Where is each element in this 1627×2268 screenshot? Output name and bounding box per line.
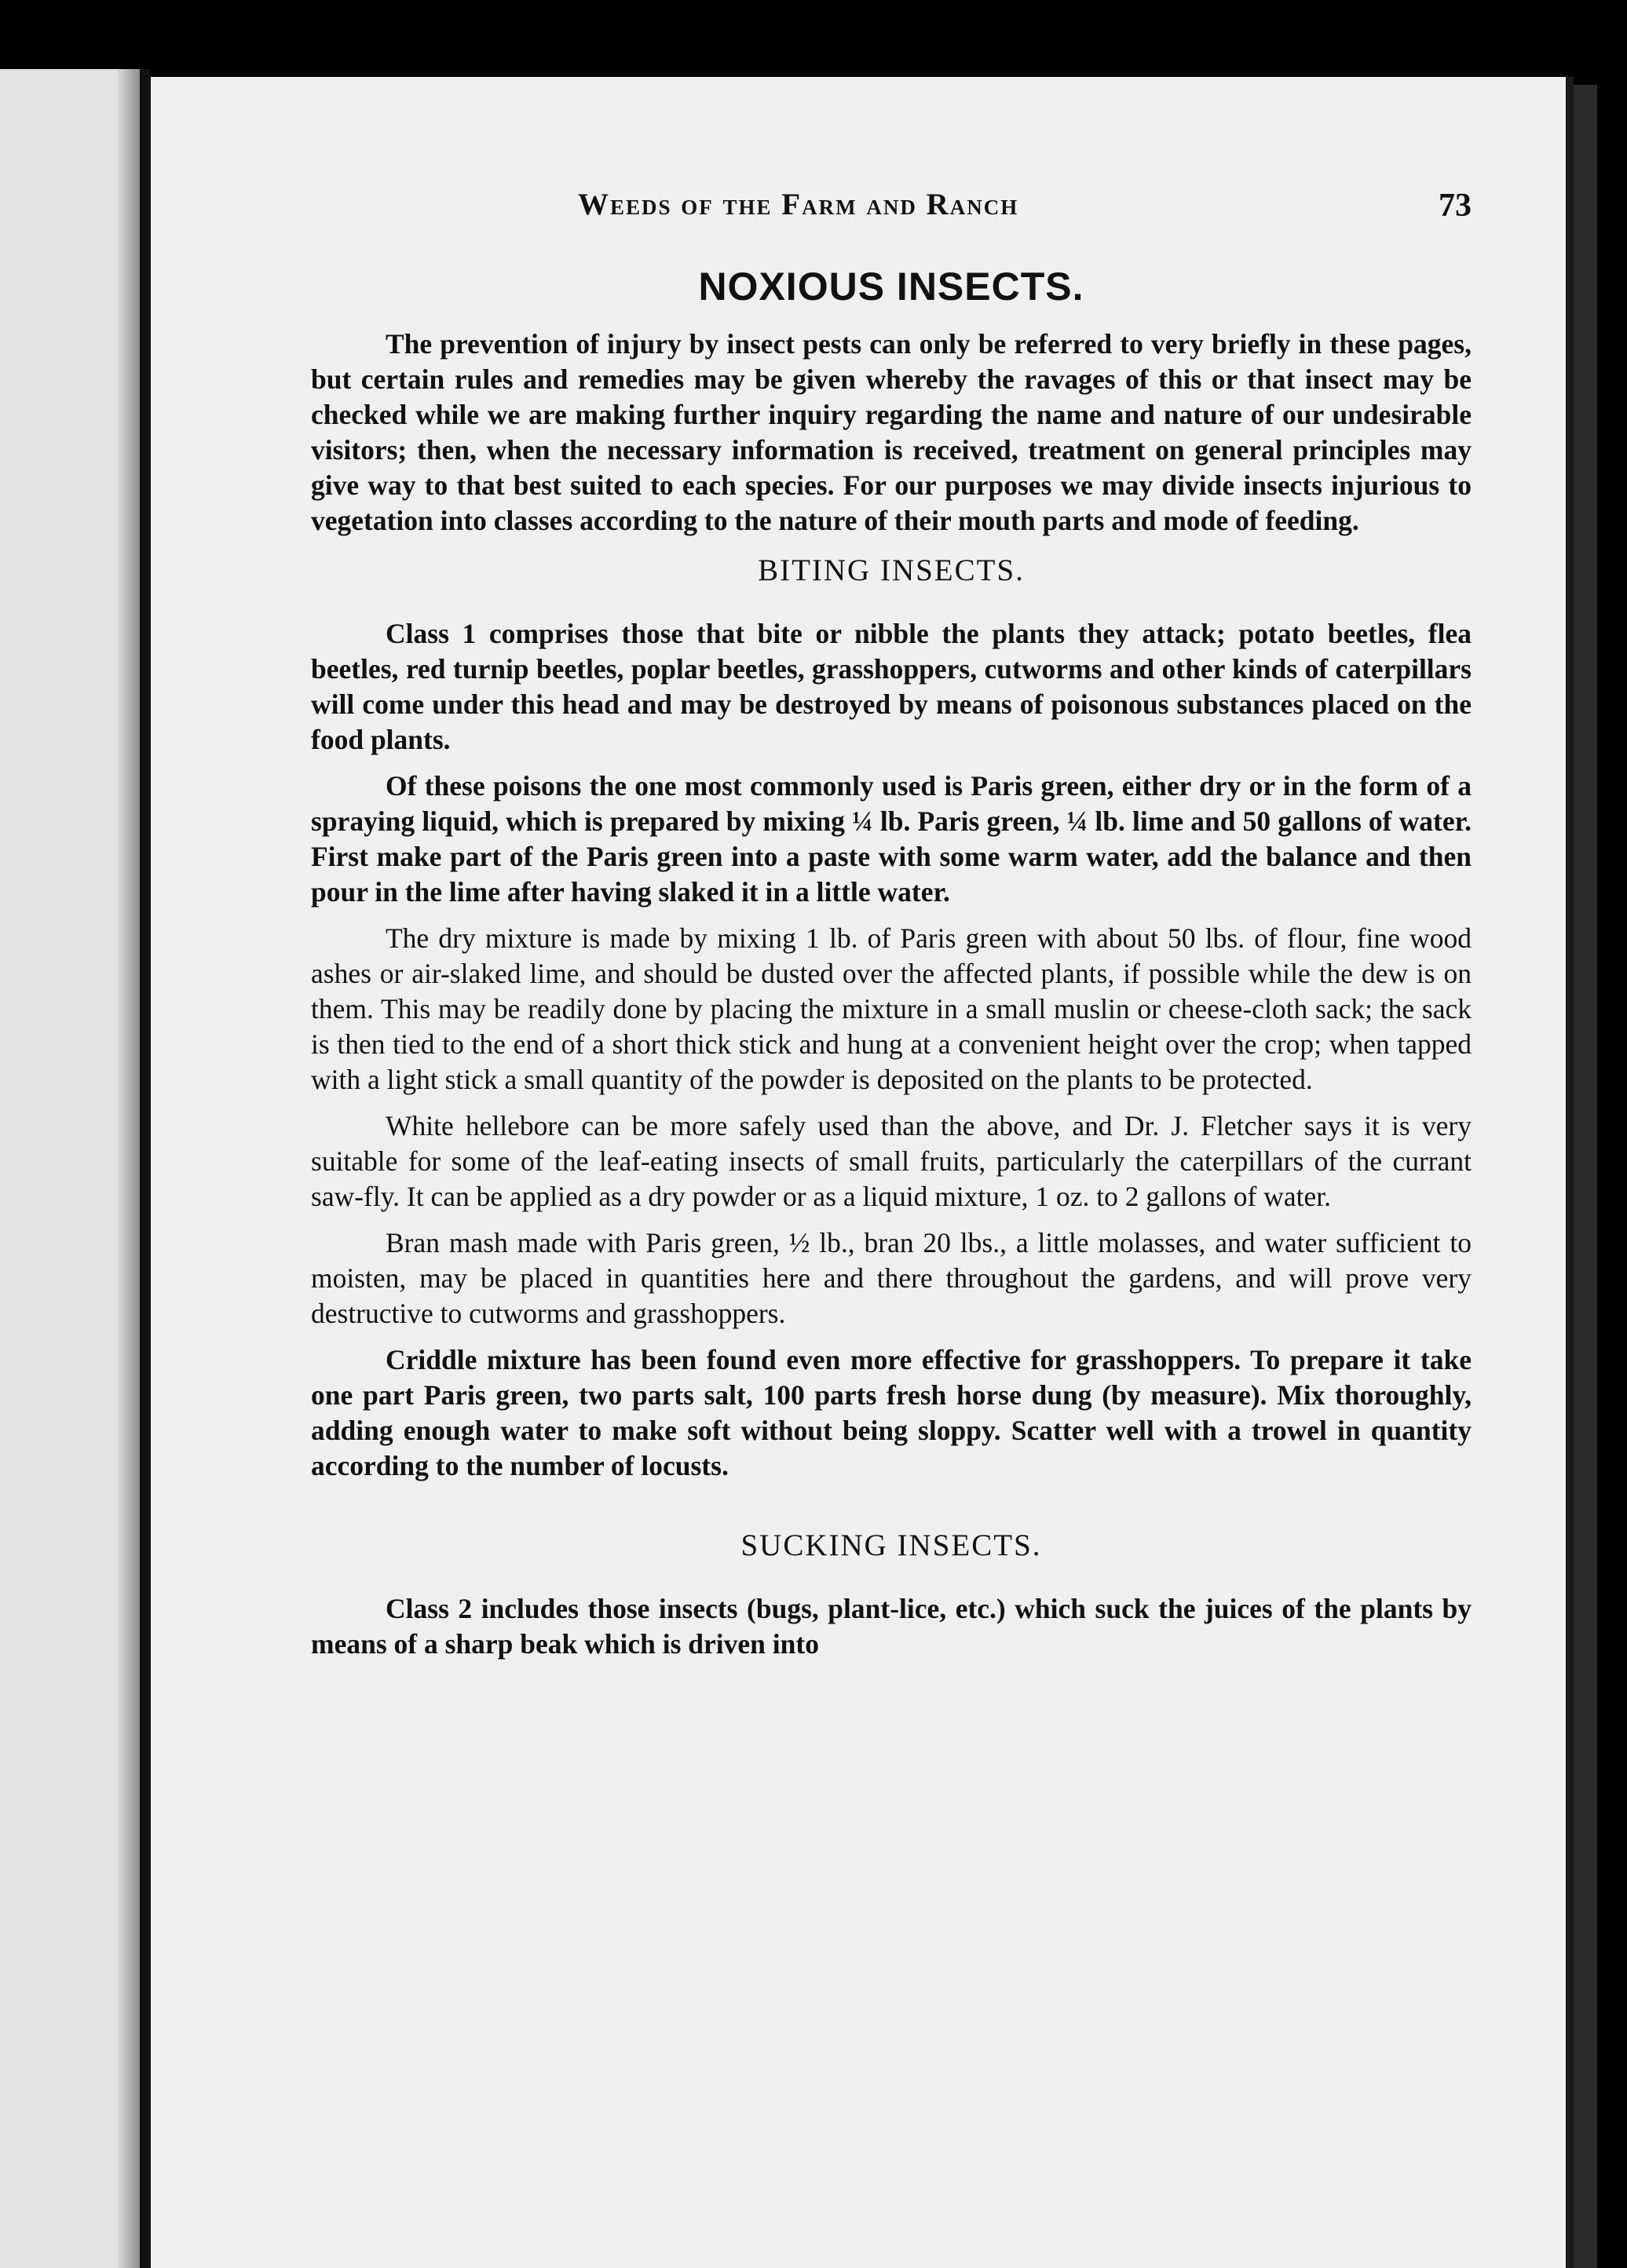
intro-paragraph: The prevention of injury by insect pests can only be referred to very briefly in these pages, but certain rules and remedies may be given whereby the ravages of this or that insect may be checked while we are making further inquiry regarding the name and nature of our undesirable visitors; then, when the necessary information is received, treatment on general principles may give way to that best suited to each species. For our purposes we may divide insects injurious to vegetation into classes according to the nature of their mouth parts and mode of feeding. [311,328,1472,536]
biting-paragraph-2: Of these poisons the one most commonly used is Paris green, either dry or in the form of a spraying liquid, which is prepared by mixing ¼ lb. Paris green, ¼ lb. lime and 50 gallons of water. First make part of the Paris green into a paste with some warm water, add the balance and then pour in the lime after having slaked it in a little water. [311,770,1472,908]
biting-paragraph-1: Class 1 comprises those that bite or nibble the plants they attack; potato beetles, flea beetles, red turnip beetles, poplar beetles, grasshoppers, cutworms and other kinds of caterpillars will come under this head and may be destroyed by means of poisonous substances placed on the food plants. [311,618,1472,755]
biting-paragraph-4: White hellebore can be more safely used than the above, and Dr. J. Fletcher says it is very suitable for some of the leaf-eating insects of small fruits, particularly the caterpillars of the currant saw-fly. It can be applied as a dry powder or as a liquid mixture, 1 oz. to 2 gallons of water. [311,1110,1472,1212]
biting-paragraph-5: Bran mash made with Paris green, ½ lb., bran 20 lbs., a little molasses, and water sufficient to moisten, may be placed in quantities here and there throughout the gardens, and will prove very destructive to cutworms and grasshoppers. [311,1227,1472,1329]
biting-paragraph-3: The dry mixture is made by mixing 1 lb. of Paris green with about 50 lbs. of flour, fine wood ashes or air-slaked lime, and should be dusted over the affected plants, if possible while the dew is on them. This may be readily done by placing the mixture in a small muslin or cheese-cloth sack; the sack is then tied to the end of a short thick stick and hung at a convenient height over the crop; when tapped with a light stick a small quantity of the powder is deposited on the plants to be protected. [311,922,1472,1095]
sucking-insects-heading: SUCKING INSECTS. [740,1528,1042,1562]
page-number: 73 [1439,188,1472,224]
biting-paragraph-6: Criddle mixture has been found even more effective for grasshoppers. To prepare it take one part Paris green, two parts salt, 100 parts fresh horse dung (by measure). Mix thoroughly, adding enough water to make soft without being sloppy. Scatter well with a trowel in quantity according to the number of locusts. [311,1344,1472,1481]
running-head-title: Weeds of the Farm and Ranch [578,188,1019,221]
page-title: NOXIOUS INSECTS. [698,265,1084,309]
running-head [311,187,1472,234]
book-page [151,77,1566,2268]
page-spine-border [140,69,151,2268]
page-content [311,187,1472,1673]
sucking-paragraph-1: Class 2 includes those insects (bugs, plant-lice, etc.) which suck the juices of the plants by means of a sharp beak which is driven into [311,1593,1472,1660]
section-gap [311,1495,1472,1514]
gutter-shadow [118,69,141,2268]
page-right-gutter [1574,85,1597,2268]
page-right-border [1566,77,1574,2268]
biting-insects-heading: BITING INSECTS. [758,553,1025,587]
